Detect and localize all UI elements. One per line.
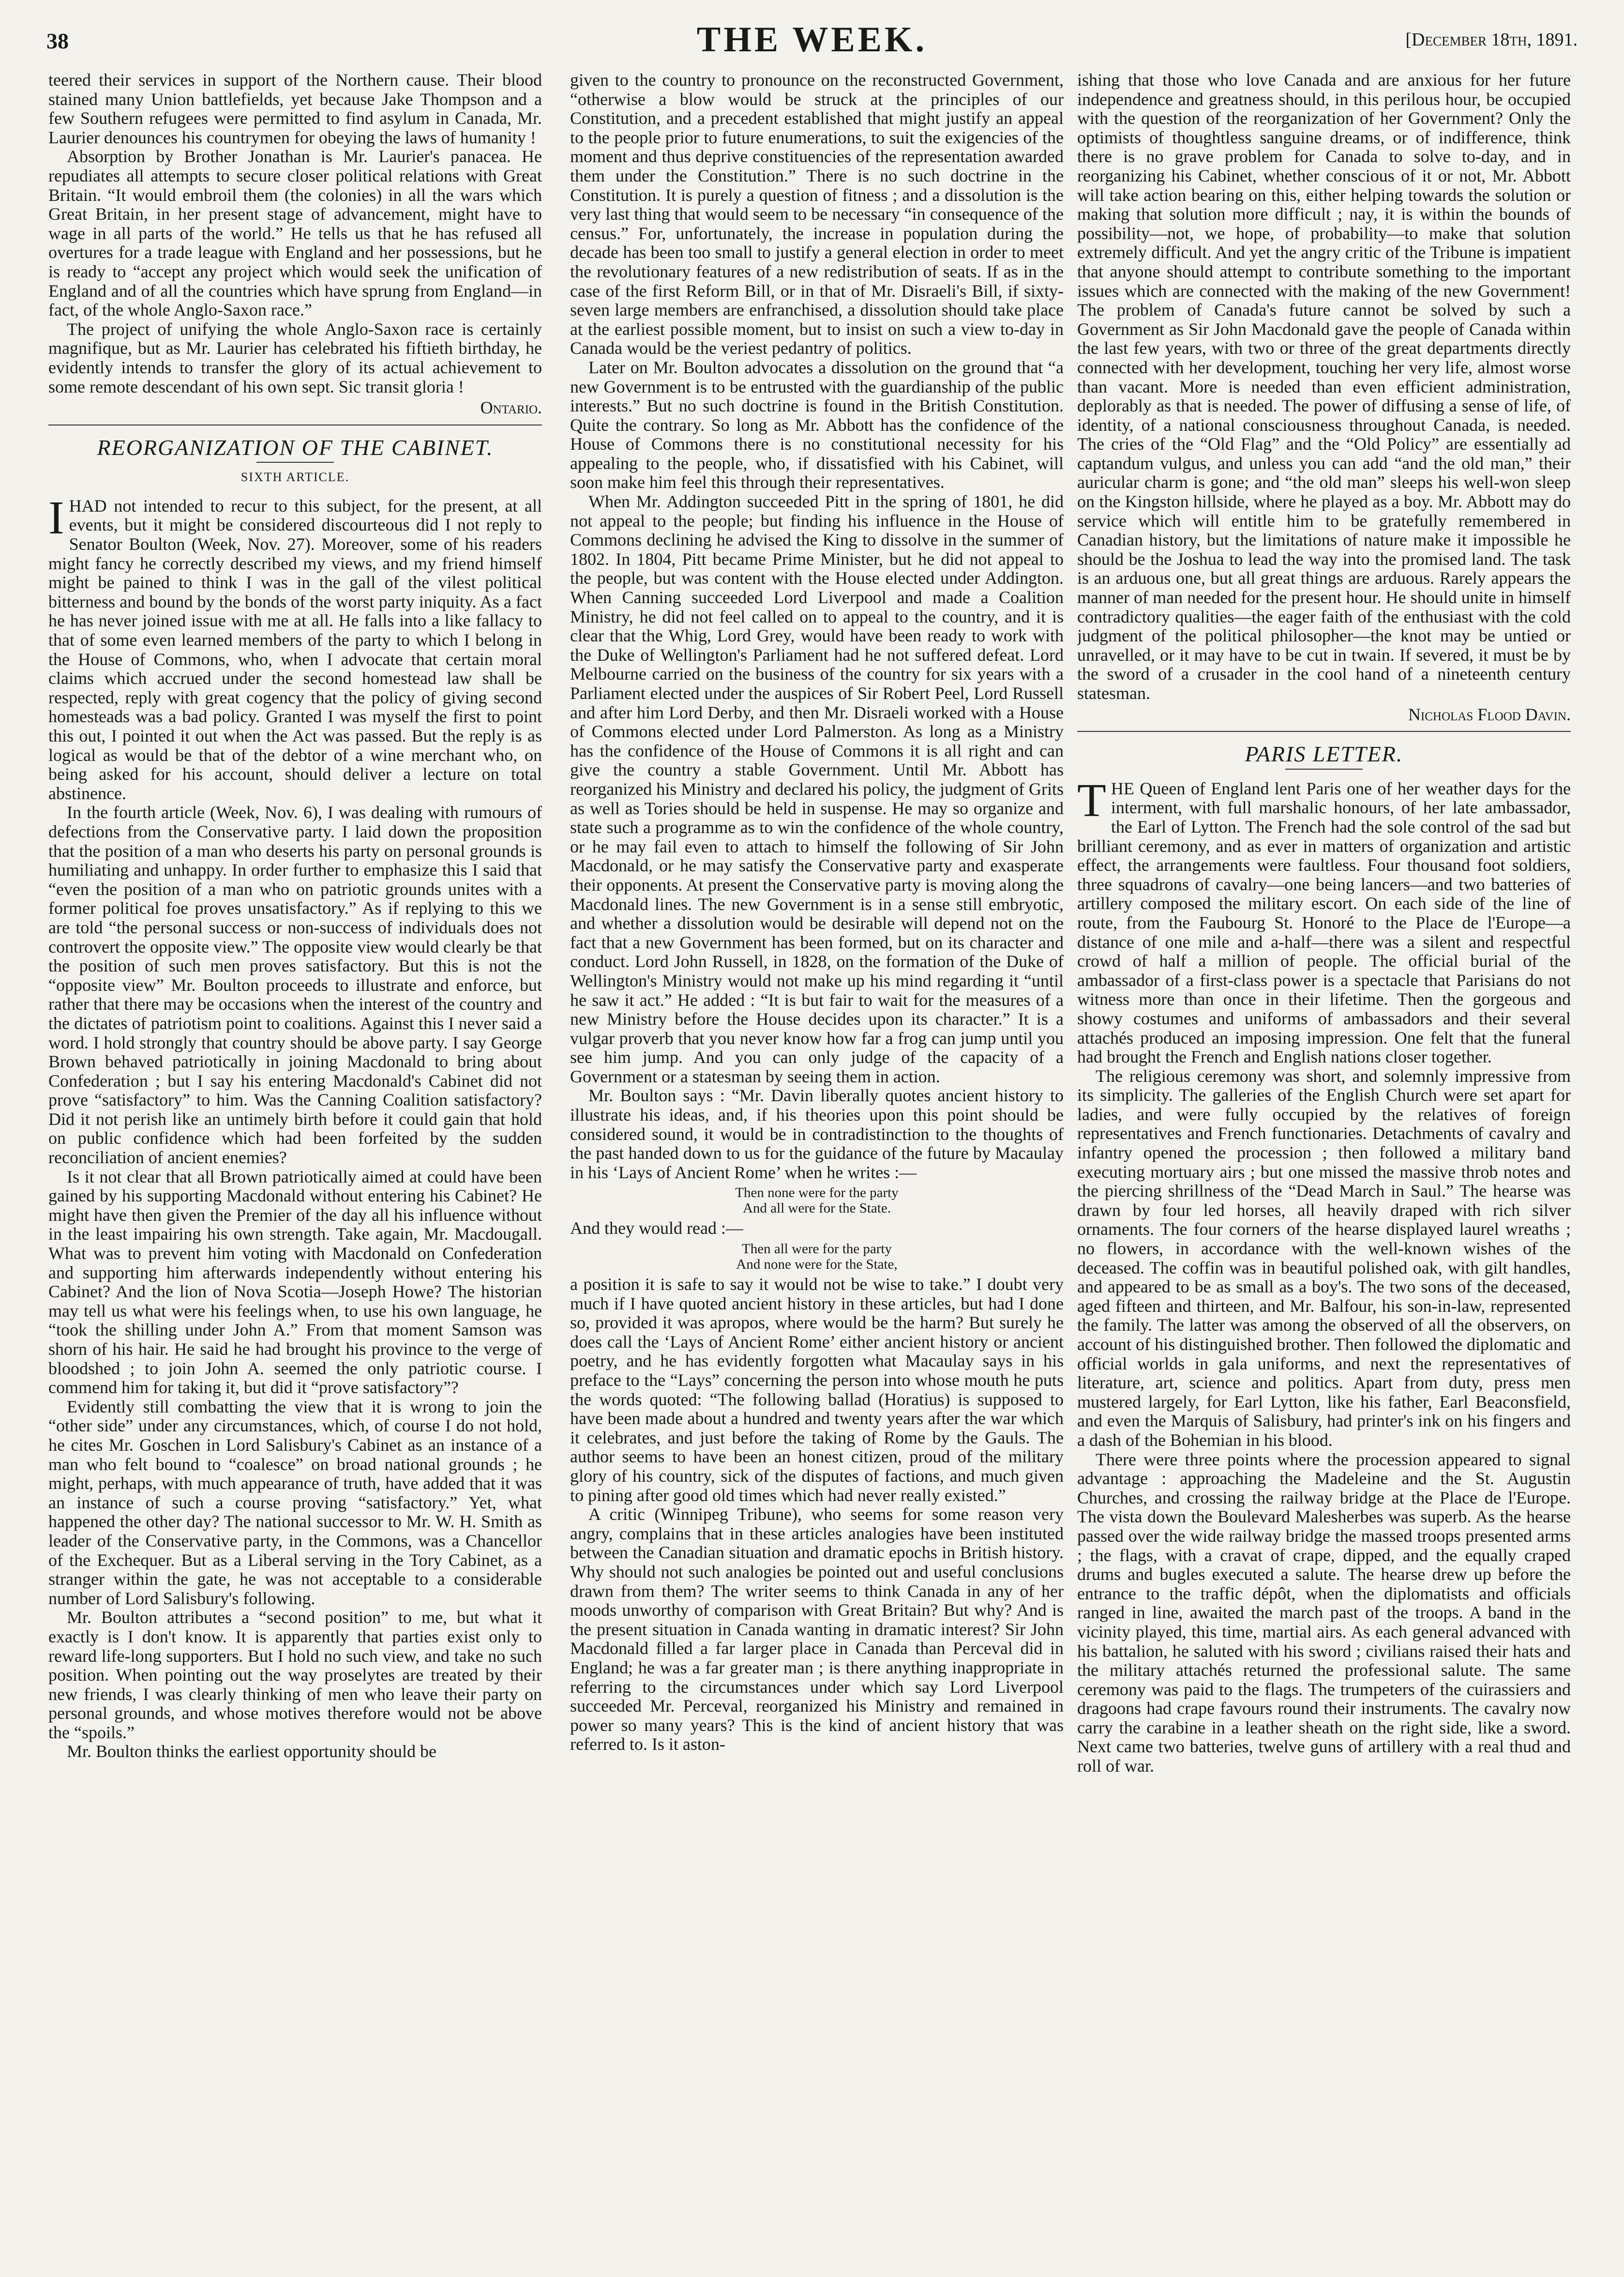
section-divider	[1077, 731, 1571, 732]
verse-quote	[570, 1241, 1064, 1272]
paragraph: The religious ceremony was short, and solemnly impressive from its simplicity. The galleries of the English Church were set apart for ladies, and were fully occupied by the relatives of foreign representatives and French functionaries. Detachments of cavalry and infantry opened the procession ; then followed a military band executing mortuary airs ; but one missed the massive throb notes and the piercing shrillness of the “Dead March in Saul.” The hearse was drawn by four led horses, all heavily draped with rich silver ornaments. The four corners of the hearse displayed laurel wreaths ; no flowers, in accordance with the well-known wishes of the deceased. The coffin was in beautiful polished oak, with gilt handles, and appeared to be as small as a boy's. The two sons of the deceased, aged fifteen and thirteen, and Mr. Balfour, his son-in-law, represented the family. The latter was among the observed of all the observers, on account of his distinguished brother. Then followed the diplomatic and official worlds in gala uniforms, and next the representatives of literature, art, science and politics. Apart from duty, press men mustered largely, for Earl Lytton, like his father, Earl Beaconsfield, and even the Marquis of Salisbury, had printer's ink on his fingers and a dash of the Bohemian in his blood.	[1077, 1066, 1571, 1450]
paragraph: a position it is safe to say it would not be wise to take.” I doubt very much if I have quoted ancient history in these articles, but had I done so, provided it was apropos, where would be the harm? But surely he does call the ‘Lays of Ancient Rome’ either ancient history or ancient poetry, and he has evidently forgotten what Macaulay says in his preface to the “Lays” concerning the person into whose mouth he puts the words quoted: “The following ballad (Horatius) is supposed to have been made about a hundred and twenty years after the war which it celebrates, and just before the taking of Rome by the Gauls. The author seems to have been an honest citizen, proud of the military glory of his country, sick of the disputes of factions, and much given to pining after good old times which had never really existed.”	[570, 1275, 1064, 1505]
paragraph: Mr. Boulton thinks the earliest opportunity should be	[67, 1742, 436, 1761]
paragraph: teered their services in support of the Northern cause. Their blood stained many Union battlefields, yet because Jake Thompson and a few Southern refugees were permitted to find asylum in Canada, Mr. Laurier denounces his countrymen for obeying the laws of humanity !	[48, 71, 542, 147]
paragraph: There were three points where the procession appeared to signal advantage : approaching the Madeleine and the St. Augustin Churches, and crossing the railway bridge at the Place de l'Europe. The vista down the Boulevard Malesherbes was superb. As the hearse passed over the wide railway bridge the massed troops presented arms ; the flags, with a cravat of crape, dipped, and the equally craped drums and bugles executed a salute. The hearse drew up before the entrance to the traffic dépôt, when the diplomatists and officials ranged in line, awaited the march past of the troops. A band in the vicinity played, this time, martial airs. As each general advanced with his battalion, he saluted with his sword ; civilians raised their hats and the military attachés returned the professional salute. The same ceremony was paid to the flags. The trumpeters of the cuirassiers and dragoons had crape favours round their instruments. The cavalry now carry the carabine in a leather sheath on the right side, like a sword. Next came two batteries, twelve guns of artillery with a real thud and roll of war.	[1077, 1449, 1571, 1776]
paragraph: Later on Mr. Boulton advocates a dissolution on the ground that “a new Government is to be entrusted with the guardianship of the public interests.” But no such doctrine is found in the British Constitution. Quite the contrary. So long as Mr. Abbott has the confidence of the House of Commons there is no constitutional necessity for his appealing to the people, who, if dissatisfied with his Cabinet, will soon make him feel this through their representatives.	[570, 357, 1064, 492]
column-middle	[570, 71, 1064, 2259]
paragraph-text: HE Queen of England lent Paris one of her weather days for the interment, with full marshalic honours, of her late ambassador, the Earl of Lytton. The French had the sole control of the sad but brilliant ceremony, and as ever in matters of organization and artistic effect, the arrangements were faultless. Four thousand foot soldiers, three squadrons of cavalry—one being lancers—and two batteries of artillery composed the military escort. On each side of the line of route, from the Faubourg St. Honoré to the Place de l'Europe—a distance of one mile and a-half—there was a silent and respectful crowd of half a million of people. The official burial of the ambassador of a first-class power is a spectacle that Parisians do not witness more than once in their lifetime. Then the gorgeous and showy costumes and uniforms of ambassadors and their several attachés produced an imposing impression. One felt that the funeral had brought the French and English nations closer together.	[1077, 778, 1571, 1067]
verse-line: Then none were for the party	[735, 1185, 899, 1201]
paragraph: And they would read :—	[570, 1218, 743, 1238]
article-heading: REORGANIZATION OF THE CABINET.	[97, 435, 494, 460]
author-signature: Nicholas Flood Davin.	[1408, 704, 1571, 724]
lead-paragraph	[48, 491, 542, 804]
paragraph: The project of unifying the whole Anglo-Saxon race is certainly magnifique, but as Mr. Laurier has celebrated his fiftieth birthday, he evidently intends to transfer the glory of its actual achievement to some remote descendant of his own sept. Sic transit gloria !	[48, 319, 542, 396]
paragraph: Evidently still combatting the view that it is wrong to join the “other side” under any circumstances, which, of course I do not hold, he cites Mr. Goschen in Lord Salisbury's Cabinet as an instance of a man who felt bound to “coalesce” on broad national grounds ; he might, perhaps, with much appearance of truth, have added that it was an instance of such a course proving “satisfactory.” Yet, what happened the other day? The national successor to Mr. W. H. Smith as leader of the Conservative party, in the Commons, was a Chancellor of the Exchequer. But as a Liberal serving in the Tory Cabinet, as a stranger within the gate, he was not acceptable to a considerable number of Lord Salisbury's following.	[48, 1397, 542, 1608]
column-right	[1077, 71, 1571, 2259]
heading-rule	[256, 462, 334, 463]
drop-cap: I	[48, 491, 64, 544]
article-heading: PARIS LETTER.	[1245, 742, 1403, 767]
drop-cap: T	[1077, 774, 1106, 827]
paragraph: Absorption by Brother Jonathan is Mr. Laurier's panacea. He repudiates all attempts to secure closer political relations with Great Britain. “It would embroil them (the colonies) in all the wars which Great Britain, in her present stage of advancement, might have to wage in all parts of the world.” He tells us that he has refused all overtures for a trade league with England and her possessions, but he is ready to “accept any project which would seek the unification of England and of all the countries which have sprung from England—in fact, of the whole Anglo-Saxon race.”	[48, 147, 542, 320]
author-signature: Ontario.	[480, 398, 542, 418]
verse-line: And none were for the State,	[736, 1257, 898, 1273]
paragraph: Mr. Boulton says : “Mr. Davin liberally quotes ancient history to illustrate his ideas, and, if his theories upon this point should be considered sound, it would be in contradistinction to the thoughts of the past handed down to us for the guidance of the future by Macaulay in his ‘Lays of Ancient Rome’ when he writes :—	[570, 1086, 1064, 1182]
masthead	[46, 15, 1578, 63]
verse-line: Then all were for the party	[742, 1241, 892, 1257]
paragraph: given to the country to pronounce on the reconstructed Government, “otherwise a blow would be struck at the principles of our Constitution, and a precedent established that might justify an appeal to the people prior to future enumerations, to suit the exigencies of the moment and thus deprive constituencies of the representation awarded them under the Constitution.” There is no such doctrine in the Constitution. It is purely a question of fitness ; and a dissolution is the very last thing that would seem to be necessary “in consequence of the census.” For, unfortunately, the increase in population during the decade has been too small to justify a general election in order to meet the revolutionary features of a new redistribution of seats. If as in the case of the first Reform Bill, or in that of Mr. Disraeli's Bill, if sixty-seven large members are enfranchised, a dissolution should take place at the earliest possible moment, but to insist on such a view to-day in Canada would be the veriest pedantry of politics.	[570, 71, 1064, 358]
publication-title: THE WEEK.	[696, 20, 928, 60]
article-subheading: SIXTH ARTICLE.	[241, 470, 350, 485]
verse-quote	[570, 1185, 1064, 1216]
paragraph: Is it not clear that all Brown patriotically aimed at could have been gained by his supporting Macdonald without entering his Cabinet? He might have then given the Premier of the day all his influence without in the least impairing his own strength. Take again, Mr. Macdougall. What was to prevent him voting with Macdonald on Confederation and supporting him afterwards independently without entering his Cabinet? And the lion of Nova Scotia—Joseph Howe? The historian may tell us what were his feelings when, to use his own language, he “took the shilling under John A.” From that moment Samson was shorn of his hair. He said he had brought his province to the verge of bloodshed ; to join John A. seemed the only patriotic course. I commend him for taking it, but did it “prove satisfactory”?	[48, 1167, 542, 1397]
paragraph: A critic (Winnipeg Tribune), who seems for some reason very angry, complains that in these articles analogies have been instituted between the Canadian situation and dramatic epochs in British history. Why should not such analogies be pointed out and useful conclusions drawn from them? The writer seems to think Canada in any of her moods unworthy of comparison with Great Britain? But why? And is the present situation in Canada wanting in dramatic interest? Sir John Macdonald filled a far larger place in Canada than Perceval did in England; he was a far greater man ; is there anything inappropriate in referring to the circumstances under which say Lord Liverpool succeeded Mr. Perceval, reorganized his Ministry and remained in power so many years? This is the kind of ancient history that was referred to. Is it aston-	[570, 1504, 1064, 1754]
lead-paragraph	[1077, 774, 1571, 1067]
column-left	[48, 71, 542, 2259]
issue-date: [December 18th, 1891.	[1405, 30, 1578, 50]
paragraph: When Mr. Addington succeeded Pitt in the spring of 1801, he did not appeal to the people; but finding his influence in the House of Commons declining he advised the King to dissolve in the summer of 1802. In 1804, Pitt became Prime Minister, but he did not appeal to the people, but was content with the House elected under Addington. When Canning succeeded Lord Liverpool and made a Coalition Ministry, he did not feel called on to appeal to the country, and it is clear that the Whig, Lord Grey, would have been ready to work with the Duke of Wellington's Parliament had he not suffered defeat. Lord Melbourne carried on the business of the country for six years with a Parliament elected under the auspices of Sir Robert Peel, Lord Russell and after him Lord Derby, and then Mr. Disraeli worked with a House of Commons elected under Lord Palmerston. As long as a Ministry has the confidence of the House of Commons it is all right and can give the country a stable Government. Until Mr. Abbott has reorganized his Ministry and declared his policy, the judgment of Grits as well as Tories should be held in suspense. He may so organize and state such a programme as to win the confidence of the whole country, or he may fail even to attach to himself the following of Sir John Macdonald, or he may satisfy the Conservative party and exasperate their opponents. At present the Conservative party is moving along the Macdonald lines. The new Government is in a sense still embryotic, and whether a dissolution would be desirable will depend not on the fact that a new Government has been formed, but on its character and conduct. Lord John Russell, in 1828, on the formation of the Duke of Wellington's Ministry would not make up his mind regarding it “until he saw it act.” He added : “It is but fair to wait for the measures of a new Ministry before the House decides upon its character.” It is a vulgar proverb that you never know how far a frog can jump until you see him jump. And you can only judge of the capacity of a Government or a statesman by seeing them in action.	[570, 492, 1064, 1086]
verse-line: And all were for the State.	[742, 1200, 891, 1216]
paragraph: In the fourth article (Week, Nov. 6), I was dealing with rumours of defections from the Conservative party. I laid down the proposition that the position of a man who deserts his party on personal grounds is humiliating and unhappy. In order further to emphasize this I said that “even the position of a man who on patriotic grounds unites with a former political foe proves unsatisfactory.” As if replying to this we are told “the personal success or non-success of individuals does not controvert the opposite view.” The opposite view would clearly be that the position of such men proves satisfactory. But this is not the “opposite view” Mr. Boulton proceeds to illustrate and enforce, but rather that there may be occasions when the interest of the country and the dictates of patriotism point to coalitions. Against this I never said a word. I hold strongly that country should be above party. I say George Brown behaved patriotically in joining Macdonald to bring about Confederation ; but I say his entering Macdonald's Cabinet did not prove “satisfactory” to him. Was the Canning Coalition satisfactory? Did it not perish like an untimely birth before it could gain that hold on public confidence which had been forfeited by the sudden reconciliation of ancient enemies?	[48, 803, 542, 1168]
heading-rule	[1285, 769, 1363, 770]
paragraph: ishing that those who love Canada and are anxious for her future independence and greatness should, in this perilous hour, be occupied with the question of the reorganization of her Government? Only the optimists of thoughtless sanguine dreams, or of indifference, think there is no grave problem for Canada to solve to-day, and in reorganizing his Cabinet, whether conscious of it or not, Mr. Abbott will take action bearing on this, either helping towards the solution or making that solution more difficult ; nay, it is within the bounds of possibility—not, we hope, of probability—to make that solution extremely difficult. And yet the angry critic of the Tribune is impatient that anyone should attempt to contribute something to the important issues which are connected with the making of the new Government! The problem of Canada's future cannot be solved by such a Government as Sir John Macdonald gave the people of Canada within the last few years, with two or three of the great departments directly connected with her development, touching her very life, almost worse than vacant. More is needed than even efficient administration, deplorably as that is needed. The power of diffusing a sense of life, of identity, of a national consciousness throughout Canada, is needed. The cries of the “Old Flag” and the “Old Policy” are essentially ad captandum vulgus, and unless you can add “and the old man,” their auricular charm is gone; and “the old man” sleeps his well-won sleep on the Kingston hillside, where he played as a boy. Mr. Abbott may do service which will entitle him to be gratefully remembered in Canadian history, but the limitations of nature make it impossible he should be the Joshua to lead the way into the promised land. The task is an arduous one, but all great things are arduous. Rarely appears the manner of man needed for the present hour. He should unite in himself contradictory qualities—the eager faith of the enthusiast with the cold judgment of the political philosopher—the knot may be untied or unravelled, or it may have to be cut in twain. If severed, it must be by the sword of a crusader in the cool hand of a nineteenth century statesman.	[1077, 71, 1571, 703]
paragraph-text: HAD not intended to recur to this subject, for the present, at all events, but it might be considered discourteous did I not reply to Senator Boulton (Week, Nov. 27). Moreover, some of his readers might fancy he correctly described my views, and my friend himself might be pained to think I was in the gall of the vilest political bitterness and bound by the bonds of the worst party iniquity. As a fact he has never joined issue with me at all. He falls into a like fallacy to that of some even learned members of the party to which I belong in the House of Commons, who, when I advocate that certain moral claims which accrued under the second homestead law shall be respected, reply with great cogency that the policy of giving second homesteads was a bad policy. Granted I was myself the first to point this out, I pointed it out when the Act was passed. But the reply is as logical as would be that of the debtor of a wine merchant who, on being asked for his account, should deliver a lecture on total abstinence.	[48, 496, 542, 803]
paragraph: Mr. Boulton attributes a “second position” to me, but what it exactly is I don't know. It is apparently that parties exist only to reward life-long supporters. But I hold no such view, and take no such position. When pointing out the way proselytes are treated by their new friends, I was clearly thinking of men who leave their party on personal grounds, and whose motives therefore would not be above the “spoils.”	[48, 1608, 542, 1742]
page-number: 38	[46, 29, 69, 53]
